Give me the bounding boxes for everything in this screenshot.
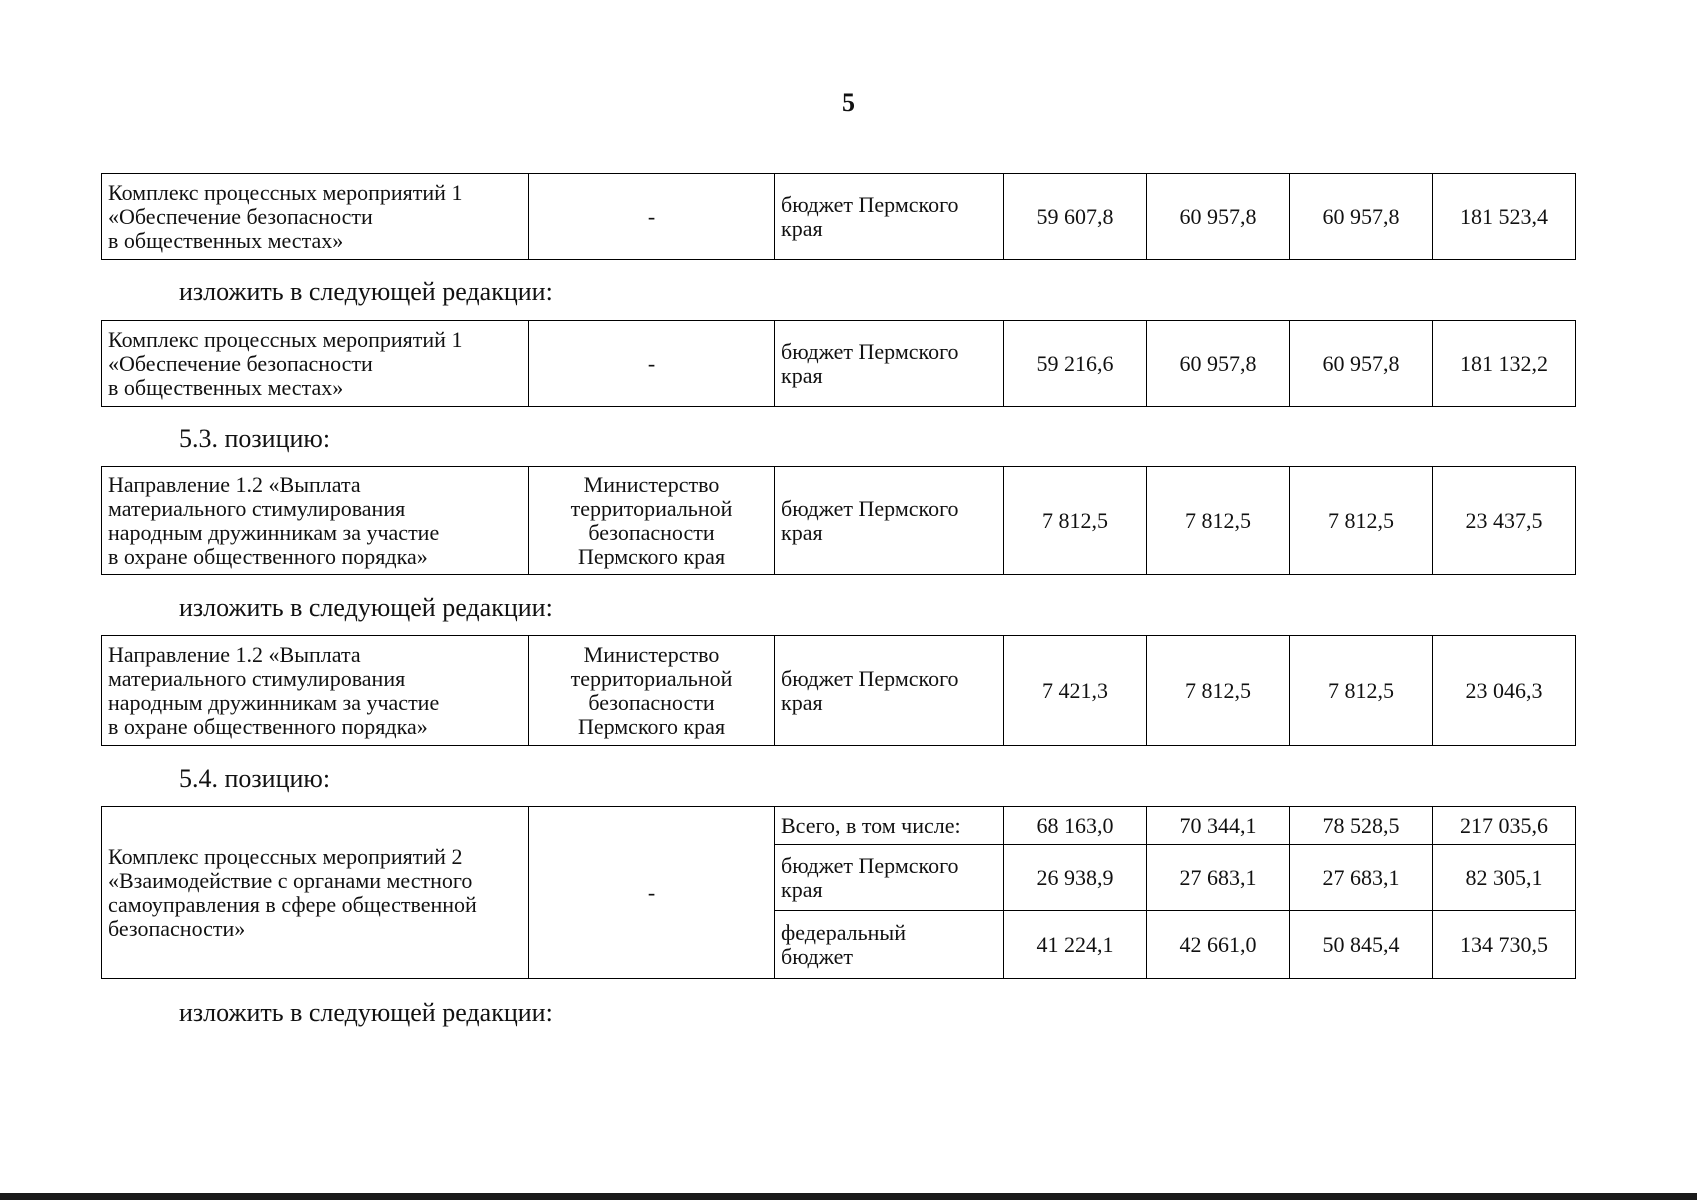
table-row xyxy=(102,636,1576,746)
value-cell: 59 216,6 xyxy=(1004,321,1147,407)
name-line: в общественных местах» xyxy=(108,227,344,253)
name-line: «Обеспечение безопасности xyxy=(108,203,373,229)
total-cell: 82 305,1 xyxy=(1433,845,1576,911)
total-cell: 217 035,6 xyxy=(1433,807,1576,845)
value-cell: 7 421,3 xyxy=(1004,636,1147,746)
value-cell: 7 812,5 xyxy=(1147,467,1290,575)
table-old-3 xyxy=(101,806,1576,979)
measure-name-cell xyxy=(102,174,529,260)
table-new-1 xyxy=(101,320,1576,407)
value-cell: 60 957,8 xyxy=(1147,321,1290,407)
value-cell: 68 163,0 xyxy=(1004,807,1147,845)
funding-source-cell: бюджет Пермского края xyxy=(775,845,1004,911)
total-cell: 181 132,2 xyxy=(1433,321,1576,407)
value-cell: 7 812,5 xyxy=(1290,467,1433,575)
page-number: 5 xyxy=(842,88,855,117)
responsible-cell: Министерство территориальной безопасности Пермского края xyxy=(529,467,775,575)
name-line: Комплекс процессных мероприятий 1 xyxy=(108,179,463,205)
value-cell: 7 812,5 xyxy=(1004,467,1147,575)
value-cell: 27 683,1 xyxy=(1290,845,1433,911)
name-line: в общественных местах» xyxy=(108,374,344,400)
responsible-cell: Министерство территориальной безопасности Пермского края xyxy=(529,636,775,746)
table-old-1 xyxy=(101,173,1576,260)
name-line: «Обеспечение безопасности xyxy=(108,350,373,376)
funding-source-cell: бюджет Пермского края xyxy=(775,321,1004,407)
table-row xyxy=(102,467,1576,575)
responsible-cell: - xyxy=(529,174,775,260)
table-old-2 xyxy=(101,466,1576,575)
table-new-2 xyxy=(101,635,1576,746)
responsible-cell: - xyxy=(529,321,775,407)
total-cell: 181 523,4 xyxy=(1433,174,1576,260)
instruction-text: изложить в следующей редакции: xyxy=(179,593,553,622)
funding-source-cell: бюджет Пермского края xyxy=(775,636,1004,746)
instruction-text: изложить в следующей редакции: xyxy=(179,998,553,1027)
table-row xyxy=(102,174,1576,260)
name-line: Комплекс процессных мероприятий 1 xyxy=(108,326,463,352)
funding-source-cell: бюджет Пермского края xyxy=(775,174,1004,260)
value-cell: 41 224,1 xyxy=(1004,911,1147,979)
value-cell: 27 683,1 xyxy=(1147,845,1290,911)
table-row xyxy=(102,321,1576,407)
value-cell: 60 957,8 xyxy=(1290,321,1433,407)
value-cell: 78 528,5 xyxy=(1290,807,1433,845)
value-cell: 42 661,0 xyxy=(1147,911,1290,979)
funding-source-cell: федеральный бюджет xyxy=(775,911,1004,979)
value-cell: 60 957,8 xyxy=(1147,174,1290,260)
table-row xyxy=(102,807,1576,845)
value-cell: 26 938,9 xyxy=(1004,845,1147,911)
measure-name-cell: Комплекс процессных мероприятий 2 «Взаимодействие с органами местного самоуправления в сфере общественной безопасности» xyxy=(102,807,529,979)
measure-name-cell: Направление 1.2 «Выплата материального стимулирования народным дружинникам за участие в охране общественного порядка» xyxy=(102,636,529,746)
value-cell: 60 957,8 xyxy=(1290,174,1433,260)
scan-edge xyxy=(0,1193,1697,1200)
instruction-text: изложить в следующей редакции: xyxy=(179,277,553,306)
total-cell: 23 046,3 xyxy=(1433,636,1576,746)
funding-source-cell: бюджет Пермского края xyxy=(775,467,1004,575)
position-heading: 5.4. позицию: xyxy=(179,764,331,793)
measure-name-cell: Направление 1.2 «Выплата материального стимулирования народным дружинникам за участие в охране общественного порядка» xyxy=(102,467,529,575)
value-cell: 50 845,4 xyxy=(1290,911,1433,979)
value-cell: 70 344,1 xyxy=(1147,807,1290,845)
responsible-cell: - xyxy=(529,807,775,979)
position-heading: 5.3. позицию: xyxy=(179,424,331,453)
value-cell: 59 607,8 xyxy=(1004,174,1147,260)
measure-name-cell xyxy=(102,321,529,407)
value-cell: 7 812,5 xyxy=(1290,636,1433,746)
value-cell: 7 812,5 xyxy=(1147,636,1290,746)
total-cell: 23 437,5 xyxy=(1433,467,1576,575)
funding-source-cell: Всего, в том числе: xyxy=(775,807,1004,845)
total-cell: 134 730,5 xyxy=(1433,911,1576,979)
